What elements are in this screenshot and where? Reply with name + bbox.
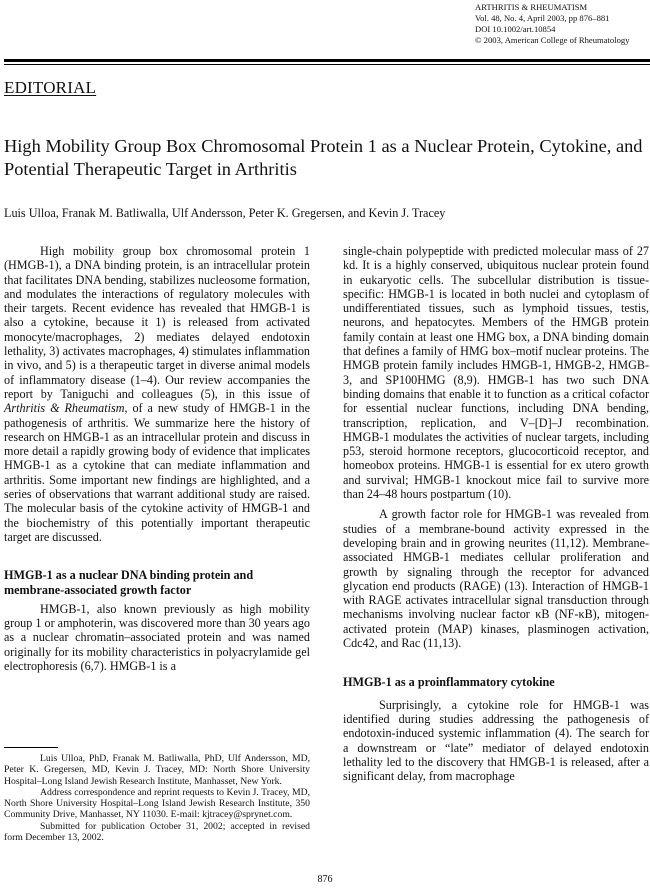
journal-reference: Arthritis & Rheumatism, <box>4 401 128 416</box>
journal-doi: DOI 10.1002/art.10854 <box>475 24 556 34</box>
body-paragraph-continued: single-chain polypeptide with predicted molecular mass of 27 kd. It is a highly conserved, ubiquitous nuclear protein found in eukaryotic cells. The subcellular distribution is tissue-specific: HMGB-1 is located in both nuclei and cytoplasm of undifferentiated tissues, such as lymphoid tissues, testis, neurons, and hepatocytes. Members of the HMGB protein family contain at least one HMG box, a DNA binding domain that defines a family of HMG box–motif nuclear proteins. The HMGB protein family includes HMGB-1, HMGB-2, HMGB-3, and SP100HMG (8,9). HMGB-1 has two such DNA binding domains that enable it to function as a critical cofactor for essential nuclear functions, including DNA bending, transcription, replication, and V–[D]–J recombination. HMGB-1 modulates the activities of nuclear targets, including p53, steroid hormone receptors, glucocorticoid receptor, and homeobox proteins. HMGB-1 is essential for ex utero growth and survival; HMGB-1 knockout mice fail to survive more than 24–48 hours postpartum (10). <box>343 244 649 502</box>
body-paragraph-growth-factor: A growth factor role for HMGB-1 was revealed from studies of a membrane-bound activity expressed in the developing brain and in growing neurites (11,12). Membrane-associated HMGB-1 mediates cellular proliferation and growth by signaling through the receptor for advanced glycation end products (RAGE) (13). Interaction of HMGB-1 with RAGE activates intracellular signal transduction through mechanisms involving nuclear factor κB (NF-κB), mitogen-activated protein (MAP) kinases, plasminogen activation, Cdc42, and Rac (11,13). <box>343 507 649 651</box>
intro-text-part1: High mobility group box chromosomal protein 1 (HMGB-1), a DNA binding protein, is an intracellular protein that facilitates DNA bending, stabilizes nucleosome formation, and modulates the interactions of regulatory molecules with their targets. Recent evidence has revealed that HMGB-1 is also a cytokine, because it 1) is released from activated monocyte/macrophages, 2) mediates delayed endotoxin lethality, 3) activates macrophages, 4) stimulates inflammation in vivo, and 5) is a therapeutic target in diverse animal models of inflammatory disease (1–4). Our review accompanies the report by Taniguchi and colleagues (5), in this issue of <box>4 244 310 401</box>
section-heading-cytokine: HMGB-1 as a proinflammatory cytokine <box>343 675 555 690</box>
section-label: EDITORIAL <box>4 78 97 97</box>
article-title: High Mobility Group Box Chromosomal Protein 1 as a Nuclear Protein, Cytokine, and Potential Therapeutic Target in Arthritis <box>4 136 643 179</box>
footnote-correspondence: Address correspondence and reprint requests to Kevin J. Tracey, MD, North Shore University Hospital–Long Island Jewish Research Institute, 350 Community Drive, Manhasset, NY 11030. E-mail: kjtracey@sprynet.com. <box>4 786 310 821</box>
left-column <box>4 244 310 673</box>
header-rule-thin <box>4 64 650 65</box>
footnote-rule <box>4 747 58 748</box>
right-column <box>343 244 649 783</box>
journal-copyright: © 2003, American College of Rheumatology <box>475 35 630 45</box>
body-paragraph: HMGB-1, also known previously as high mobility group 1 or amphoterin, was discovered more than 30 years ago as a nuclear chromatin–associated protein and was named originally for its mobility characteristics in polyacrylamide gel electrophoresis (6,7). HMGB-1 is a <box>4 601 310 674</box>
journal-volume: Vol. 48, No. 4, April 2003, pp 876–881 <box>475 13 610 23</box>
journal-name: ARTHRITIS & RHEUMATISM <box>475 2 588 12</box>
body-paragraph-cytokine: Surprisingly, a cytokine role for HMGB-1 was identified during studies addressing the pathogenesis of endotoxin-induced systemic inflammation (4). The search for a downstream or “late” mediator of delayed endotoxin lethality led to the discovery that HMGB-1 is released, after a significant delay, from macrophage <box>343 697 649 784</box>
author-list: Luis Ulloa, Franak M. Batliwalla, Ulf Andersson, Peter K. Gregersen, and Kevin J. Tracey <box>4 206 446 220</box>
header-rule-thick <box>4 59 650 62</box>
footnotes <box>4 753 310 843</box>
section-heading-nuclear-protein: HMGB-1 as a nuclear DNA binding protein and membrane-associated growth factor <box>4 568 254 597</box>
footnote-submission: Submitted for publication October 31, 2002; accepted in revised form December 13, 2002. <box>4 820 310 844</box>
journal-masthead <box>475 2 650 46</box>
intro-text-part2: of a new study of HMGB-1 in the pathogenesis of arthritis. We summarize here the history of research on HMGB-1 as an intracellular protein and discuss in more detail a rapidly growing body of evidence that implicates HMGB-1 as a cytokine that can mediate inflammation and arthritis. Some important new findings are highlighted, and a series of observations that warrant additional study are raised. The molecular basis of the cytokine activity of HMGB-1 and the biochemistry of this potentially important therapeutic target are discussed. <box>4 401 310 544</box>
footnote-affiliations: Luis Ulloa, PhD, Franak M. Batliwalla, PhD, Ulf Andersson, MD, Peter K. Gregersen, MD, Kevin J. Tracey, MD: North Shore University Hospital–Long Island Jewish Research Institute, Manhasset, New York. <box>4 753 310 787</box>
page-number: 876 <box>317 874 333 885</box>
intro-paragraph <box>4 244 310 544</box>
